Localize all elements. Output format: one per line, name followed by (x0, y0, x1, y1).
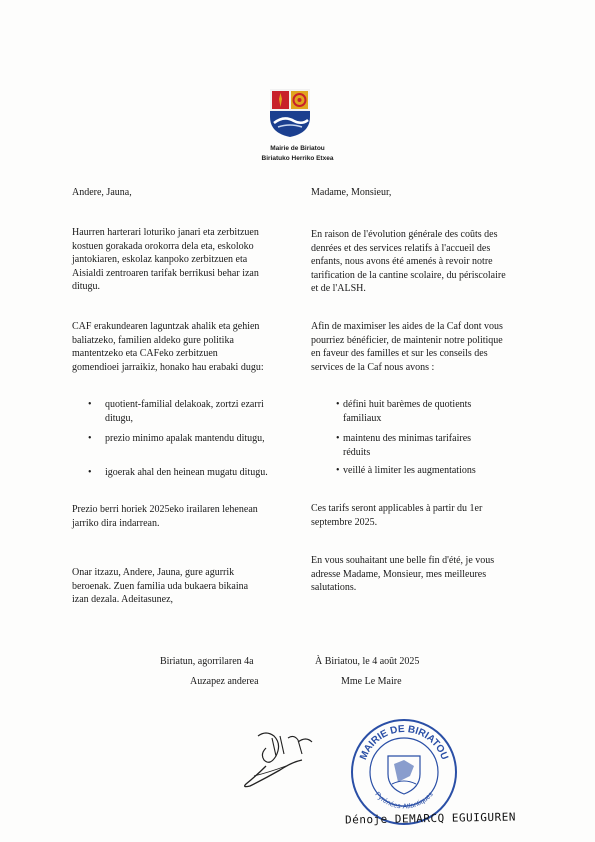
paragraph-4-eu (72, 566, 294, 607)
text-line: tarification de la cantine scolaire, du périscolaire (311, 269, 506, 281)
text-line: enfants, nous avons été amenés à revoir notre (311, 256, 493, 267)
text-line: réduits (343, 446, 371, 458)
greeting-fr: Madame, Monsieur, (311, 187, 392, 198)
paragraph-3-eu (72, 503, 294, 530)
bullet-fr-1 (343, 398, 533, 425)
text-line: adresse Madame, Monsieur, mes meilleures (311, 568, 487, 580)
bullet-fr-2 (343, 432, 533, 459)
signatory-eu: Auzapez anderea (190, 676, 259, 687)
text-line: baliatzeko, familien aldeko gure politika (72, 334, 234, 346)
text-line: Haurren harterari loturiko janari eta zerbitzuen (72, 227, 259, 238)
text-line: En raison de l'évolution générale des coûts des (311, 229, 498, 240)
text-line: septembre 2025. (311, 516, 378, 528)
text-line: beroenak. Zuen familia uda bukaera bikaina (72, 580, 249, 592)
text-line: En vous souhaitant une belle fin d'été, je vous (311, 555, 495, 566)
text-line: denrées et des services relatifs à l'accueil des (311, 242, 491, 254)
org-name-fr: Mairie de Biriatou (270, 145, 325, 152)
text-line: kostuen gorakada orokorra dela eta, eskoloko (72, 240, 254, 252)
text-line: izan dezala. Adeitasunez, (72, 594, 174, 605)
text-line: Onar itzazu, Andere, Jauna, gure agurrik (72, 567, 235, 578)
text-line: jantokiaren, eskolaz kanpoko zerbitzuen eta (72, 254, 248, 265)
text-line: jarriko dira indarrean. (72, 517, 160, 529)
text-line: Afin de maximiser les aides de la Caf dont vous (311, 321, 503, 332)
bullet-eu-1 (105, 398, 295, 425)
paragraph-4-fr (311, 554, 541, 595)
text-line: Aisialdi zentroaren tarifak berrikusi behar izan (72, 267, 259, 279)
bullet-dot: • (88, 467, 92, 478)
bullet-dot: • (336, 399, 340, 410)
org-name-eu: Biriatuko Herriko Etxea (261, 155, 334, 162)
signatory-fr: Mme Le Maire (341, 676, 402, 687)
text-line: maintenu des minimas tarifaires (343, 433, 472, 444)
text-line: quotient-familial delakoak, zortzi ezarri (105, 399, 264, 410)
bullet-dot: • (336, 465, 340, 476)
paragraph-2-fr (311, 320, 541, 374)
text-line: et de l'ALSH. (311, 283, 366, 294)
bullet-fr-3: veillé à limiter les augmentations (343, 465, 476, 476)
paragraph-3-fr (311, 502, 541, 529)
date-eu: Biriatun, agorrilaren 4a (160, 656, 254, 667)
text-line: mantentzeko eta CAFeko zerbitzuen (72, 348, 218, 359)
text-line: gomendioei jarraikiz, honako hau erabaki dugu: (72, 361, 264, 373)
date-fr: À Biriatou, le 4 août 2025 (315, 656, 420, 667)
text-line: familiaux (343, 412, 382, 424)
text-line: services de la Caf nous avons : (311, 361, 435, 373)
bullet-dot: • (336, 433, 340, 444)
bullet-eu-3: igoerak ahal den heinean mugatu ditugu. (105, 467, 268, 478)
paragraph-1-eu (72, 226, 294, 294)
text-line: pourriez bénéficier, de maintenir notre politique (311, 334, 503, 346)
handwritten-name: Dénoje DEMARCQ EGUIGUREN (344, 810, 517, 827)
text-line: CAF erakundearen laguntzak ahalik eta gehien (72, 321, 260, 332)
text-line: salutations. (311, 582, 357, 593)
seal-text-top: MAIRIE DE BIRIATOU (358, 723, 450, 762)
handwritten-signature-icon (236, 726, 326, 792)
text-line: Ces tarifs seront applicables à partir du 1er (311, 503, 483, 514)
bullet-dot: • (88, 433, 92, 444)
paragraph-1-fr (311, 228, 541, 296)
text-line: en faveur des familles et sur les conseils des (311, 348, 488, 359)
text-line: Prezio berri horiek 2025eko irailaren lehenean (72, 504, 258, 515)
bullet-eu-2: prezio minimo apalak mantendu ditugu, (105, 433, 265, 444)
greeting-eu: Andere, Jauna, (72, 187, 132, 198)
text-line: défini huit barèmes de quotients (343, 399, 472, 410)
paragraph-2-eu (72, 320, 294, 374)
bullet-dot: • (88, 399, 92, 410)
seal-text-bottom: Pyrénées-Atlantiques (373, 791, 435, 811)
text-line: ditugu. (72, 281, 101, 292)
municipal-crest-icon (264, 87, 316, 139)
text-line: ditugu, (105, 412, 134, 424)
